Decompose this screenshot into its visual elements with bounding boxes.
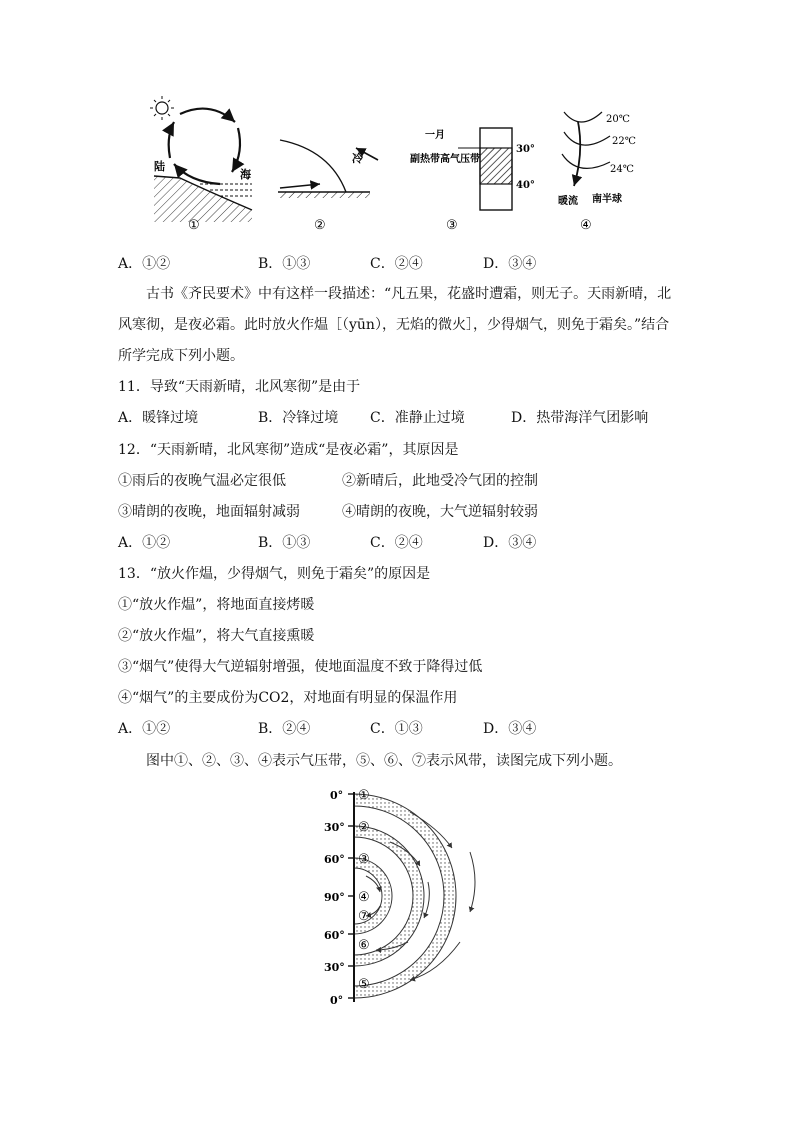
q12-option-a[interactable]: A．①② [118,535,171,551]
q12-statement-2: ②新晴后，此地受冷气团的控制 [342,473,538,489]
q11-stem: 11．导致“天雨新晴，北风寒彻”是由于 [118,379,361,395]
pressure-wind-belt-diagram [320,782,510,1010]
lat-60-top: 60° [324,853,345,866]
q13-option-c[interactable]: C．①③ [370,721,423,737]
belt-2-label: ② [358,820,370,835]
q12-statement-3: ③晴朗的夜晚，地面辐射减弱 [118,504,300,520]
fig4-number: ④ [580,218,592,233]
fig4-t3: 24℃ [610,164,634,175]
q13-statement-2: ②“放火作煴”，将大气直接熏暖 [118,628,315,644]
fig3-month-label: 一月 [425,130,445,141]
fig4-hemisphere-label: 南半球 [592,194,622,205]
wind-belt-5-label: ⑤ [358,977,370,992]
fig3-belt-label: 副热带高气压带 [410,154,480,165]
q10-option-b[interactable]: B．①③ [258,256,311,272]
passage-line-3: 所学完成下列小题。 [118,348,244,364]
passage-line-2: 风寒彻，是夜必霜。此时放火作煴［（yūn），无焰的微火］，少得烟气，则免于霜矣。”结合 [118,317,670,333]
lat-30-bottom: 30° [324,961,345,974]
fig2-cold-label: 冷 [352,152,363,165]
lat-30-top: 30° [324,821,345,834]
q12-option-d[interactable]: D．③④ [483,535,537,551]
q10-option-a[interactable]: A．①② [118,256,171,272]
lat-0-top: 0° [330,789,344,802]
fig3-lat-top: 30° [516,144,535,155]
figure-2-front [278,140,378,233]
belt-4-label: ④ [358,890,370,905]
figure-3-pressure-belt [410,128,535,233]
q13-statement-1: ①“放火作煴”，将地面直接烤暖 [118,597,315,613]
lat-60-bottom: 60° [324,929,345,942]
q13-option-b[interactable]: B．②④ [258,721,311,737]
wind-belt-7-label: ⑦ [358,909,370,924]
sun-icon [150,96,174,120]
fig1-land-label: 陆 [154,160,165,173]
fig4-t2: 22℃ [612,136,636,147]
fig4-t1: 20℃ [606,114,630,125]
wind-belt-6-label: ⑥ [358,938,370,953]
passage-line-1: 古书《齐民要术》中有这样一段描述：“凡五果，花盛时遭霜，则无子。天雨新晴，北 [146,286,672,302]
q12-stem: 12．“天雨新晴，北风寒彻”造成“是夜必霜”，其原因是 [118,442,459,458]
q10-option-d[interactable]: D．③④ [483,256,537,272]
q12-statement-4: ④晴朗的夜晚，大气逆辐射较弱 [342,504,538,520]
q11-option-c[interactable]: C．准静止过境 [370,410,465,426]
q13-stem: 13．“放火作煴，少得烟气，则免于霜矣”的原因是 [118,566,431,582]
figure-4-ocean-current [558,112,636,233]
q13-option-a[interactable]: A．①② [118,721,171,737]
fig4-current-label: 暖流 [558,196,578,207]
belt-3-label: ③ [358,852,370,867]
lat-90: 90° [324,891,345,904]
top-figures [140,92,660,242]
belt-1-label: ① [358,788,370,803]
fig1-number: ① [188,218,200,233]
fig3-lat-bottom: 40° [516,180,535,191]
lat-0-bottom: 0° [330,994,344,1007]
q13-statement-4: ④“烟气”的主要成份为CO2，对地面有明显的保温作用 [118,690,458,706]
fig3-number: ③ [446,218,458,233]
q10-option-c[interactable]: C．②④ [370,256,423,272]
fig2-number: ② [314,218,326,233]
q11-option-d[interactable]: D．热带海洋气团影响 [511,410,649,426]
q13-option-d[interactable]: D．③④ [483,721,537,737]
q11-option-a[interactable]: A．暖锋过境 [118,410,199,426]
q12-statement-1: ①雨后的夜晚气温必定很低 [118,473,286,489]
q11-option-b[interactable]: B．冷锋过境 [258,410,339,426]
q12-option-c[interactable]: C．②④ [370,535,423,551]
figure-1-land-sea-breeze [150,96,252,233]
fig1-sea-label: 海 [240,168,251,181]
q13-statement-3: ③“烟气”使得大气逆辐射增强，使地面温度不致于降得过低 [118,659,483,675]
intro-pressure-belts: 图中①、②、③、④表示气压带，⑤、⑥、⑦表示风带，读图完成下列小题。 [146,753,622,769]
q12-option-b[interactable]: B．①③ [258,535,311,551]
